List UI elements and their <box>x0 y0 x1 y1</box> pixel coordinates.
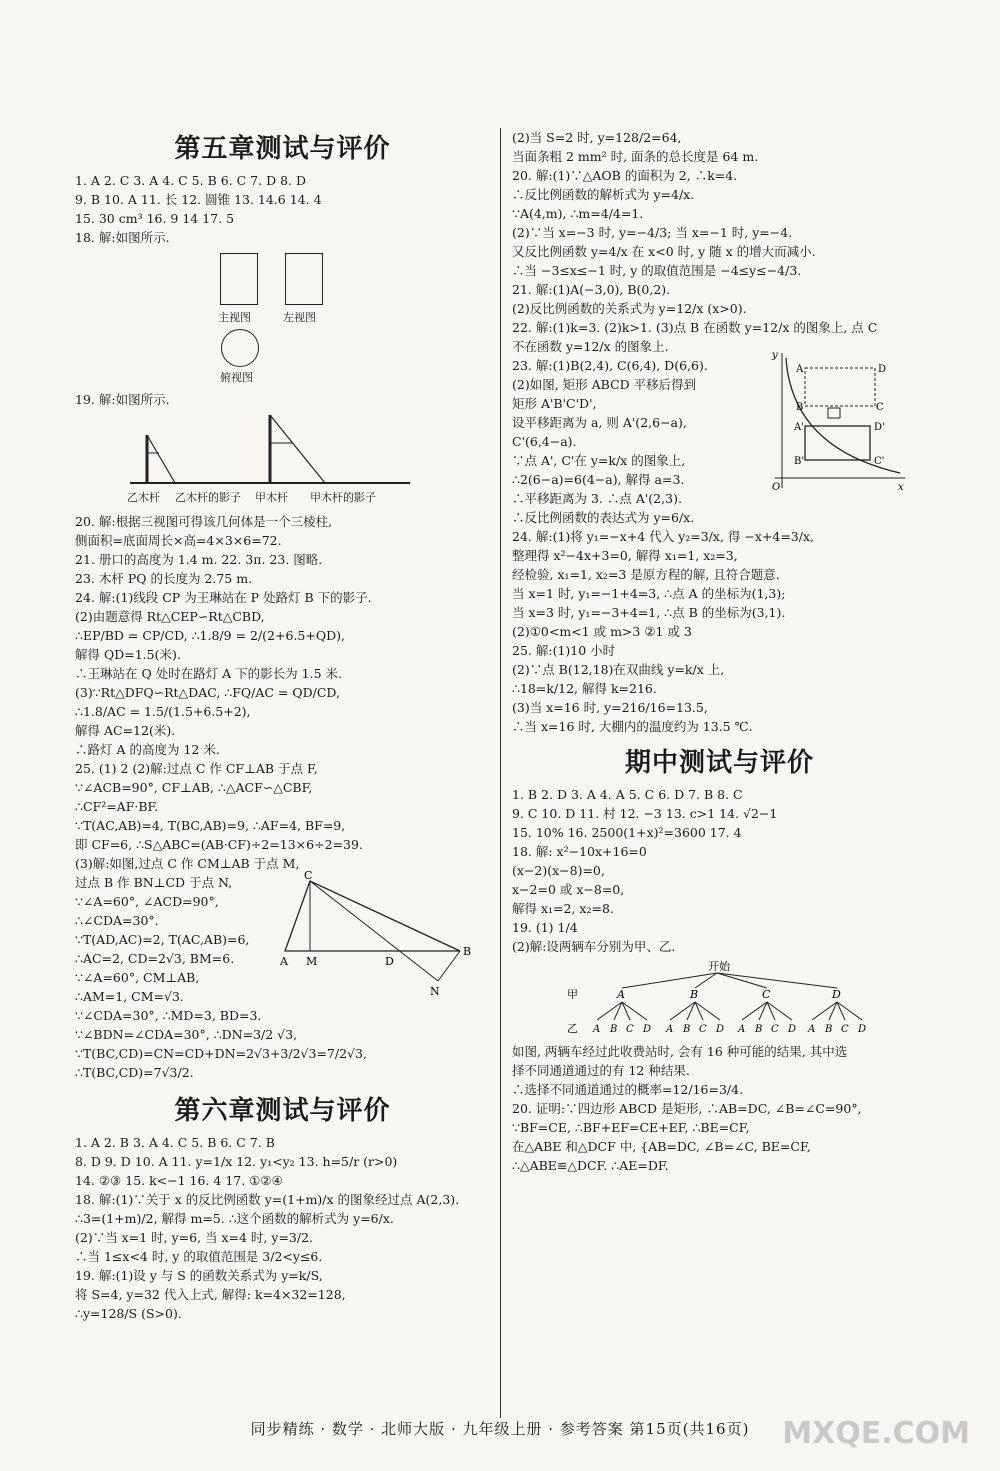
answer-line: 1. A 2. C 3. A 4. C 5. B 6. C 7. D 8. D <box>75 173 306 188</box>
answer-line: ∴3=(1+m)/2, 解得 m=5. ∴这个函数的解析式为 y=6/x. <box>75 1211 394 1226</box>
answer-line: ∴反比例函数的表达式为 y=6/x. <box>512 510 695 525</box>
triangle-label: D <box>385 955 394 968</box>
answer-line: (2)由题意得 Rt△CEP∽Rt△CBD, <box>75 609 265 624</box>
answer-line: ∴AM=1, CM=√3. <box>75 989 184 1004</box>
triangle-label: A <box>280 955 288 968</box>
answer-line: ∵T(AC,AB)=4, T(BC,AB)=9, ∴AF=4, BF=9, <box>75 818 346 833</box>
answer-line: (3)∵Rt△DFQ∽Rt△DAC, ∴FQ/AC = QD/CD, <box>75 685 340 700</box>
graph-label: O <box>772 482 781 493</box>
answer-line: ∴反比例函数的解析式为 y=4/x. <box>512 187 695 202</box>
answer-line: 15. 10% 16. 2500(1+x)²=3600 17. 4 <box>512 825 742 840</box>
answer-line: 18. 解:(1)∵关于 x 的反比例函数 y=(1+m)/x 的图象经过点 A(2,3). <box>75 1192 460 1207</box>
page-footer: 同步精练 · 数学 · 北师大版 · 九年级上册 · 参考答案 第15页(共16页) <box>250 1420 750 1438</box>
left-view-rect <box>285 253 323 305</box>
right-answers-a <box>512 128 927 736</box>
midterm-title: 期中测试与评价 <box>624 748 814 778</box>
answer-line: ∵BF=CE, ∴BF+EF=CE+EF, ∴BE=CF, <box>512 1120 750 1135</box>
answer-line: ∴EP/BD = CP/CD, ∴1.8/9 = 2/(2+6.5+QD), <box>75 628 345 643</box>
q25-block <box>75 869 490 1082</box>
answer-line: ∴AC=2, CD=2√3, BM=6. <box>75 951 235 966</box>
answer-line: 解得 AC=12(米). <box>75 723 176 738</box>
chapter6-title: 第六章测试与评价 <box>174 1096 391 1126</box>
answer-line: ∴选择不同通道通过的概率=12/16=3/4. <box>512 1082 744 1097</box>
answer-line: (2)①0<m<1 或 m>3 ②1 或 3 <box>512 624 692 639</box>
answer-line: ∴18=k/12, 解得 k=216. <box>512 681 657 696</box>
answer-line: ∵∠A=60°, CM⊥AB, <box>75 970 200 985</box>
tree-diagram-figure <box>512 960 927 1038</box>
answer-line: 20. 解:(1)∵△AOB 的面积为 2, ∴k=4. <box>512 168 738 183</box>
triangle-label: N <box>430 985 440 998</box>
graph-label: B <box>796 402 804 413</box>
answer-line: ∵T(BC,CD)=CN=CD+DN=2√3+3/2√3=7/2√3, <box>75 1046 367 1061</box>
answer-line: 设平移距离为 a, 则 A'(2,6−a), <box>512 415 687 430</box>
answer-line: ∴平移距离为 3. ∴点 A'(2,3). <box>512 491 682 506</box>
answer-line: 1. A 2. B 3. A 4. C 5. B 6. C 7. B <box>75 1135 275 1150</box>
answer-line: (2)∵当 x=−3 时, y=−4/3; 当 x=−1 时, y=−4. <box>512 225 793 240</box>
answer-line: 当面条粗 2 mm² 时, 面条的总长度是 64 m. <box>512 149 759 164</box>
watermark-logo: MXQE.COM <box>782 1416 970 1451</box>
tree-leaf: D <box>858 1024 867 1035</box>
answer-line: 21. 册口的高度为 1.4 m. 22. 3π. 23. 图略. <box>75 552 323 567</box>
graph-label: D' <box>874 422 885 433</box>
answer-line: 23. 木杆 PQ 的长度为 2.75 m. <box>75 571 253 586</box>
top-view-circle <box>221 329 259 367</box>
answer-line: 即 CF=6, ∴S△ABC=(AB·CF)÷2=13×6÷2=39. <box>75 837 363 852</box>
graph-label: C' <box>874 456 885 467</box>
answer-line: (2)∵当 x=1 时, y=6, 当 x=4 时, y=3/2. <box>75 1230 314 1245</box>
answer-line: ∴当 x=16 时, 大棚内的温度约为 13.5 ℃. <box>512 719 753 734</box>
answer-line: (2)∵点 B(12,18)在双曲线 y=k/x 上, <box>512 662 725 677</box>
shadow-label: 甲木杆 <box>255 491 288 504</box>
answer-line: ∵∠A=60°, ∠ACD=90°, <box>75 894 219 909</box>
tree-leaf: A <box>808 1024 816 1035</box>
answer-line: (3)当 x=16 时, y=216/16=13.5, <box>512 700 708 715</box>
graph-label: A' <box>794 422 804 433</box>
answer-line: 24. 解:(1)将 y₁=−x+4 代入 y₂=3/x, 得 −x+4=3/x, <box>512 529 814 544</box>
answer-line: 8. D 9. D 10. A 11. y=1/x 12. y₁<y₂ 13. h=5/r (r>0) <box>75 1154 398 1169</box>
answer-line: ∵∠ACB=90°, CF⊥AB, ∴△ACF∽△CBF, <box>75 780 313 795</box>
tree-leaf: D <box>643 1024 652 1035</box>
answer-line: 过点 B 作 BN⊥CD 于点 N, <box>75 875 233 890</box>
answer-line: 22. 解:(1)k=3. (2)k>1. (3)点 B 在函数 y=12/x 的图象上, 点 C <box>512 320 878 335</box>
tree-second-label: 乙 <box>567 1022 578 1035</box>
right-column <box>512 128 927 1175</box>
tree-first-label: 甲 <box>567 988 578 1001</box>
answer-line: ∴△ABE≌△DCF. ∴AE=DF. <box>512 1158 669 1173</box>
q19-line: 19. 解:如图所示. <box>75 392 170 407</box>
answer-line: 解得 x₁=2, x₂=8. <box>512 901 614 916</box>
answer-line: ∵T(AD,AC)=2, T(AC,AB)=6, <box>75 932 250 947</box>
tree-leaf: B <box>610 1024 618 1035</box>
shadow-label: 乙木杆 <box>127 491 160 504</box>
front-view-label: 主视图 <box>218 311 251 324</box>
answer-line: 23. 解:(1)B(2,4), C(6,4), D(6,6). <box>512 358 708 373</box>
answer-line: 25. 解:(1)10 小时 <box>512 643 616 658</box>
tree-leaf: D <box>788 1024 797 1035</box>
tree-root: 开始 <box>708 960 730 973</box>
tree-leaf: A <box>738 1024 746 1035</box>
column-divider <box>500 128 501 1418</box>
answer-line: ∵A(4,m), ∴m=4/4=1. <box>512 206 644 221</box>
graph-label: y <box>772 350 778 361</box>
graph-label: B' <box>794 456 805 467</box>
graph-label: A <box>796 364 804 375</box>
answer-line: ∴当 1≤x<4 时, y 的取值范围是 3/2<y≤6. <box>75 1249 323 1264</box>
answer-line: 20. 证明:∵四边形 ABCD 是矩形, ∴AB=DC, ∠B=∠C=90°, <box>512 1101 862 1116</box>
chapter5-title: 第五章测试与评价 <box>174 134 391 164</box>
answer-line: (2)反比例函数的关系式为 y=12/x (x>0). <box>512 301 747 316</box>
tree-diagram <box>512 960 927 1038</box>
triangle-label: B <box>463 945 472 958</box>
answer-line: ∴当 −3≤x≤−1 时, y 的取值范围是 −4≤y≤−4/3. <box>512 263 802 278</box>
answer-line: 18. 解: x²−10x+16=0 <box>512 844 647 859</box>
answer-line: 14. ②③ 15. k<−1 16. 4 17. ①②④ <box>75 1173 283 1188</box>
answer-line: 不在函数 y=12/x 的图象上. <box>512 339 669 354</box>
shadow-figure <box>75 413 490 508</box>
answer-line: 9. B 10. A 11. 长 12. 圆锥 13. 14.6 14. 4 <box>75 192 322 207</box>
tree-leaf: B <box>755 1024 763 1035</box>
ch6-answers <box>75 1133 490 1323</box>
shadow-label: 甲木杆的影子 <box>310 491 376 504</box>
tree-node: B <box>690 988 699 1001</box>
answer-line: ∴CF²=AF·BF. <box>75 799 159 814</box>
graph-label: x <box>898 482 904 493</box>
answer-line: 又反比例函数 y=4/x 在 x<0 时, y 随 x 的增大而减小. <box>512 244 816 259</box>
answer-line: ∵∠BDN=∠CDA=30°, ∴DN=3/2 √3, <box>75 1027 298 1042</box>
answer-line: ∵点 A', C'在 y=k/x 的图象上, <box>512 453 686 468</box>
tree-leaf: D <box>716 1024 725 1035</box>
answer-line: 21. 解:(1)A(−3,0), B(0,2). <box>512 282 671 297</box>
answer-line: 矩形 A'B'C'D', <box>512 396 597 411</box>
triangle-diagram <box>280 869 480 998</box>
answer-line: 1. B 2. D 3. A 4. A 5. C 6. D 7. B 8. C <box>512 787 743 802</box>
answer-line: 18. 解:如图所示. <box>75 230 170 245</box>
answer-line: 20. 解:根据三视图可得该几何体是一个三棱柱, <box>75 514 333 529</box>
answer-line: 当 x=3 时, y₁=−3+4=1, ∴点 B 的坐标为(3,1). <box>512 605 786 620</box>
midterm-answers <box>512 785 927 956</box>
answer-line: ∴2(6−a)=6(4−a), 解得 a=3. <box>512 472 685 487</box>
answer-line: 择不同通道通过的有 12 种结果. <box>512 1063 690 1078</box>
front-view-rect <box>220 253 258 305</box>
answer-line: ∴路灯 A 的高度为 12 米. <box>75 742 220 757</box>
three-views-figure <box>75 251 490 386</box>
tree-leaf: B <box>825 1024 833 1035</box>
answer-line: 将 S=4, y=32 代入上式, 解得: k=4×32=128, <box>75 1287 346 1302</box>
answer-line: 19. (1) 1/4 <box>512 920 578 935</box>
answer-line: x−2=0 或 x−8=0, <box>512 882 625 897</box>
answer-line: 15. 30 cm³ 16. 9 14 17. 5 <box>75 211 235 226</box>
answer-line: ∵∠CDA=30°, ∴MD=3, BD=3. <box>75 1008 262 1023</box>
answer-line: C'(6,4−a). <box>512 434 577 449</box>
answer-line: 整理得 x²−4x+3=0, 解得 x₁=1, x₂=3, <box>512 548 738 563</box>
midterm-answers-b <box>512 1042 927 1175</box>
ch5-answers-a <box>75 171 490 247</box>
answer-line: 当 x=1 时, y₁=−1+4=3, ∴点 A 的坐标为(1,3); <box>512 586 786 601</box>
answer-line: 如图, 两辆车经过此收费站时, 会有 16 种可能的结果, 其中选 <box>512 1044 848 1059</box>
answer-line: 24. 解:(1)线段 CP 为王琳站在 P 处路灯 B 下的影子. <box>75 590 372 605</box>
q23-block <box>512 350 927 527</box>
answer-line: ∴∠CDA=30°. <box>75 913 159 928</box>
answer-line: 9. C 10. D 11. 村 12. −3 13. c>1 14. √2−1 <box>512 806 778 821</box>
tree-leaf: C <box>841 1024 849 1035</box>
tree-leaf: C <box>771 1024 779 1035</box>
answer-line: (2)当 S=2 时, y=128/2=64, <box>512 130 682 145</box>
answer-line: 19. 解:(1)设 y 与 S 的函数关系式为 y=k/S, <box>75 1268 323 1283</box>
left-column <box>75 128 490 1323</box>
tree-node: C <box>762 988 771 1001</box>
answer-line: 在△ABE 和△DCF 中, {AB=DC, ∠B=∠C, BE=CF, <box>512 1139 811 1154</box>
tree-leaf: C <box>626 1024 634 1035</box>
answer-line: ∴王琳站在 Q 处时在路灯 A 下的影长为 1.5 米. <box>75 666 342 681</box>
answer-line: (3)解:如图,过点 C 作 CM⊥AB 于点 M, <box>75 856 300 871</box>
answer-line: (x−2)(x−8)=0, <box>512 863 605 878</box>
shadow-label: 乙木杆的影子 <box>175 491 241 504</box>
graph-label: C <box>876 402 884 413</box>
answer-line: ∴1.8/AC = 1.5/(1.5+6.5+2), <box>75 704 251 719</box>
answer-line: 侧面积=底面周长×高=4×3×6=72. <box>75 533 282 548</box>
triangle-label: M <box>306 955 318 968</box>
answer-line: 经检验, x₁=1, x₂=3 是原方程的解, 且符合题意. <box>512 567 780 582</box>
tree-node: A <box>617 988 625 1001</box>
answer-line: 25. (1) 2 (2)解:过点 C 作 CF⊥AB 于点 F, <box>75 761 318 776</box>
tree-leaf: B <box>683 1024 691 1035</box>
tree-leaf: A <box>593 1024 601 1035</box>
hyperbola-graph <box>770 348 910 498</box>
top-view-label: 俯视图 <box>220 371 253 384</box>
answer-line: ∴y=128/S (S>0). <box>75 1306 182 1321</box>
tree-leaf: A <box>666 1024 674 1035</box>
answer-line: (2)解:设两辆车分别为甲、乙. <box>512 939 676 954</box>
tree-leaf: C <box>699 1024 707 1035</box>
graph-label: D <box>878 364 887 375</box>
answer-line: ∴T(BC,CD)=7√3/2. <box>75 1065 194 1080</box>
tree-node: D <box>832 988 841 1001</box>
left-view-label: 左视图 <box>283 311 316 324</box>
ch5-answers-b <box>75 512 490 1082</box>
answer-line: 解得 QD=1.5(米). <box>75 647 181 662</box>
triangle-label: C <box>304 869 313 882</box>
answer-line: (2)如图, 矩形 ABCD 平移后得到 <box>512 377 697 392</box>
